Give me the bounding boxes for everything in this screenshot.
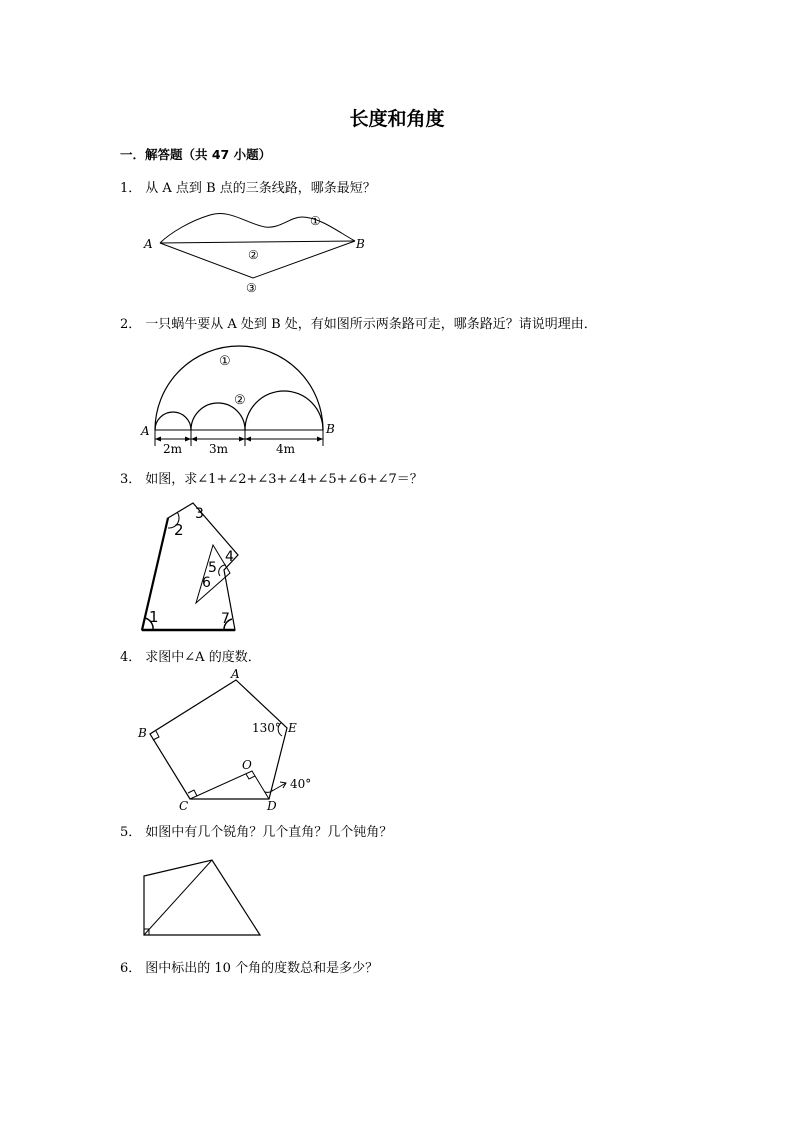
label-d: D (267, 799, 277, 813)
label-path-2: ② (234, 393, 246, 408)
figure-semicircles (135, 340, 345, 460)
question-3 (120, 468, 423, 487)
question-4 (120, 646, 261, 665)
label-o: O (242, 758, 252, 772)
question-text: 从 A 点到 B 点的三条线路，哪条最短？ (145, 181, 376, 196)
angle-5: 5 (208, 560, 217, 576)
label-route-2: ② (248, 248, 259, 262)
label-seg-1: 2m (163, 442, 183, 456)
label-angle-e: 130° (252, 721, 281, 735)
question-number: 3． (120, 472, 142, 487)
section-heading: 一．解答题（共 47 小题） (120, 147, 272, 162)
label-c: C (179, 799, 189, 813)
question-number: 6． (120, 961, 142, 976)
page-title: 长度和角度 (349, 108, 445, 130)
label-e: E (288, 721, 297, 735)
label-a: A (141, 424, 150, 438)
right-angle-o (246, 774, 255, 779)
label-b: B (138, 726, 147, 740)
label-a: A (231, 668, 240, 681)
pentagon (150, 680, 287, 799)
route-1-curve (160, 214, 355, 243)
segment-c-o-d (190, 771, 269, 799)
angle-2: 2 (174, 521, 184, 539)
label-path-1: ① (219, 354, 231, 369)
label-route-3: ③ (246, 281, 257, 295)
question-1 (120, 177, 376, 196)
label-b: B (356, 237, 365, 251)
label-route-1: ① (310, 214, 321, 228)
label-seg-3: 4m (276, 442, 296, 456)
question-number: 1． (120, 181, 142, 196)
label-a: A (144, 237, 153, 251)
question-number: 5． (120, 825, 142, 840)
diagonal (144, 860, 212, 935)
question-5 (120, 821, 392, 840)
question-text: 图中标出的 10 个角的度数总和是多少？ (145, 961, 379, 976)
path-2-arc-a (155, 412, 191, 430)
arrowhead (245, 437, 251, 442)
arrowhead (317, 437, 323, 442)
question-2 (120, 313, 597, 332)
question-number: 2． (120, 317, 142, 332)
figure-triangles (138, 852, 268, 942)
angle-1: 1 (149, 608, 159, 626)
arrowhead (155, 437, 161, 442)
figure-pentagon (132, 668, 332, 813)
label-b: B (326, 422, 335, 436)
figure-routes (140, 203, 380, 298)
angle-6: 6 (202, 575, 211, 591)
question-text: 如图，求∠1+∠2+∠3+∠4+∠5+∠6+∠7＝？ (145, 472, 423, 487)
right-angle-c (188, 790, 197, 796)
question-text: 求图中∠A 的度数． (145, 650, 261, 665)
arrowhead (191, 437, 197, 442)
question-text: 如图中有几个锐角？几个直角？几个钝角？ (145, 825, 393, 840)
arrowhead (239, 437, 245, 442)
label-angle-d: 40° (290, 777, 312, 791)
angle-4: 4 (225, 549, 234, 565)
question-text: 一只蜗牛要从 A 处到 B 处，有如图所示两条路可走，哪条路近？请说明理由． (145, 317, 597, 332)
figure-angles (135, 493, 250, 638)
route-2-line (160, 241, 355, 243)
label-seg-2: 3m (209, 442, 229, 456)
path-1-big-arc (155, 346, 323, 430)
arrowhead (185, 437, 191, 442)
right-angle-b (153, 731, 159, 740)
question-6 (120, 957, 378, 976)
angle-7: 7 (221, 611, 230, 627)
path-2-arc-c (245, 391, 323, 430)
question-number: 4． (120, 650, 142, 665)
angle-3: 3 (195, 506, 204, 522)
